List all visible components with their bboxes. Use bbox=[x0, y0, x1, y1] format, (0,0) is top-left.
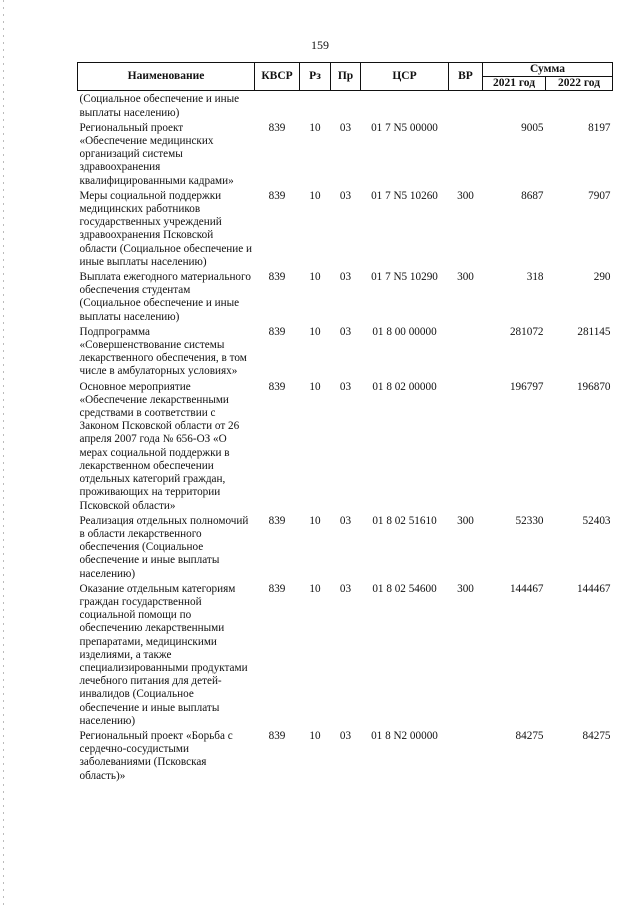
row-name: Региональный проект «Борьба с сердечно-сосудистыми заболеваниями (Псковская область)» bbox=[79, 729, 233, 782]
table-row bbox=[78, 728, 613, 783]
row-rz: 10 bbox=[309, 121, 321, 134]
table-row bbox=[78, 269, 613, 324]
header-sum: Сумма bbox=[483, 63, 613, 77]
header-pr: Пр bbox=[331, 63, 361, 91]
row-name: Реализация отдельных полномочий в области лекарственного обеспечения (Социальное обеспечение и иные выплаты населению) bbox=[79, 514, 249, 580]
row-name: Меры социальной поддержки медицинских работников государственных учреждений здравоохранения Псковской области (Социальное обеспечение и иные выплаты населению) bbox=[79, 189, 253, 268]
row-kvsr: 839 bbox=[268, 380, 286, 393]
row-rz: 10 bbox=[309, 189, 321, 202]
header-rz: Рз bbox=[300, 63, 331, 91]
row-csr: 01 8 02 00000 bbox=[372, 380, 437, 393]
row-sum-2021: 144467 bbox=[509, 582, 544, 595]
row-csr bbox=[361, 91, 449, 120]
row-sum-2022: 281145 bbox=[577, 325, 611, 338]
budget-table bbox=[77, 62, 613, 783]
page-number: 159 bbox=[311, 38, 329, 52]
row-kvsr: 839 bbox=[268, 325, 286, 338]
row-name: Основное мероприятие «Обеспечение лекарственными средствами в соответствии с Законом Псковской области от 26 апреля 2007 года № 656-ОЗ «О мерах социальной поддержки в лекарственном обеспечении отдельных категорий граждан, проживающих на территории Псковской области» bbox=[79, 380, 240, 512]
row-sum-2021: 281072 bbox=[509, 325, 544, 338]
row-rz: 10 bbox=[309, 729, 321, 742]
row-csr: 01 8 N2 00000 bbox=[371, 729, 438, 742]
row-sum-2021 bbox=[483, 91, 546, 120]
row-vr bbox=[449, 728, 483, 783]
row-rz: 10 bbox=[309, 582, 321, 595]
table-row bbox=[78, 379, 613, 513]
header-year-2022: 2022 год bbox=[546, 77, 613, 91]
row-rz bbox=[300, 91, 331, 120]
row-sum-2022: 7907 bbox=[588, 189, 611, 202]
row-sum-2021: 318 bbox=[526, 271, 544, 284]
row-vr: 300 bbox=[457, 189, 474, 202]
row-rz: 10 bbox=[309, 271, 321, 284]
row-kvsr bbox=[255, 91, 300, 120]
row-rz: 10 bbox=[309, 380, 321, 393]
row-vr bbox=[449, 120, 483, 188]
header-name: Наименование bbox=[78, 63, 255, 91]
row-vr: 300 bbox=[457, 271, 474, 284]
row-sum-2021: 8687 bbox=[521, 189, 544, 202]
header-vr: ВР bbox=[449, 63, 483, 91]
row-pr: 03 bbox=[339, 121, 352, 134]
header-kvsr: КВСР bbox=[255, 63, 300, 91]
header-year-2021: 2021 год bbox=[483, 77, 546, 91]
row-name: Региональный проект «Обеспечение медицинских организаций системы здравоохранения квалифицированными кадрами» bbox=[79, 121, 234, 187]
row-sum-2021: 9005 bbox=[521, 121, 544, 134]
row-rz: 10 bbox=[309, 325, 321, 338]
row-vr: 300 bbox=[457, 582, 474, 595]
row-kvsr: 839 bbox=[268, 729, 286, 742]
row-sum-2022: 196870 bbox=[576, 380, 611, 393]
header-csr: ЦСР bbox=[361, 63, 449, 91]
row-sum-2022: 8197 bbox=[588, 121, 611, 134]
row-name: Оказание отдельным категориям граждан государственной социальной помощи по обеспечению лекарственными препаратами, медицинскими изделиями, а также специализированными продуктами лечебного питания для детей-инвалидов (Социальное обеспечение и иные выплаты населению) bbox=[79, 582, 248, 727]
row-pr: 03 bbox=[339, 325, 352, 338]
row-csr: 01 7 N5 10290 bbox=[371, 271, 438, 284]
row-name: Подпрограмма «Совершенствование системы лекарственного обеспечения, в том числе в амбулаторных условиях» bbox=[79, 325, 247, 378]
row-csr: 01 7 N5 00000 bbox=[371, 121, 438, 134]
row-csr: 01 7 N5 10260 bbox=[371, 189, 438, 202]
row-vr bbox=[449, 324, 483, 379]
scan-edge bbox=[3, 0, 4, 905]
table-row bbox=[78, 188, 613, 269]
row-sum-2022: 84275 bbox=[582, 729, 611, 742]
row-kvsr: 839 bbox=[268, 582, 286, 595]
row-kvsr: 839 bbox=[268, 514, 286, 527]
table-row bbox=[78, 91, 613, 120]
row-pr bbox=[331, 91, 361, 120]
table-row bbox=[78, 324, 613, 379]
row-sum-2021: 84275 bbox=[515, 729, 544, 742]
row-pr: 03 bbox=[339, 189, 352, 202]
row-pr: 03 bbox=[339, 729, 352, 742]
table-row bbox=[78, 513, 613, 581]
row-csr: 01 8 00 00000 bbox=[372, 325, 437, 338]
row-sum-2022: 290 bbox=[593, 271, 611, 284]
row-vr: 300 bbox=[457, 514, 474, 527]
row-sum-2021: 52330 bbox=[515, 514, 544, 527]
row-pr: 03 bbox=[339, 514, 352, 527]
row-kvsr: 839 bbox=[268, 271, 286, 284]
row-csr: 01 8 02 54600 bbox=[372, 582, 437, 595]
row-kvsr: 839 bbox=[268, 121, 286, 134]
row-vr bbox=[449, 379, 483, 513]
row-kvsr: 839 bbox=[268, 189, 286, 202]
row-rz: 10 bbox=[309, 514, 321, 527]
row-sum-2022 bbox=[546, 91, 613, 120]
row-vr bbox=[449, 91, 483, 120]
table-row bbox=[78, 581, 613, 728]
row-csr: 01 8 02 51610 bbox=[372, 514, 437, 527]
row-sum-2022: 52403 bbox=[582, 514, 611, 527]
table-row bbox=[78, 120, 613, 188]
row-sum-2022: 144467 bbox=[576, 582, 611, 595]
row-pr: 03 bbox=[339, 582, 352, 595]
row-name: (Социальное обеспечение и иные выплаты населению) bbox=[79, 93, 240, 119]
row-sum-2021: 196797 bbox=[509, 380, 544, 393]
row-pr: 03 bbox=[339, 271, 352, 284]
row-name: Выплата ежегодного материального обеспечения студентам (Социальное обеспечение и иные выплаты населению) bbox=[79, 271, 251, 323]
row-pr: 03 bbox=[339, 380, 352, 393]
